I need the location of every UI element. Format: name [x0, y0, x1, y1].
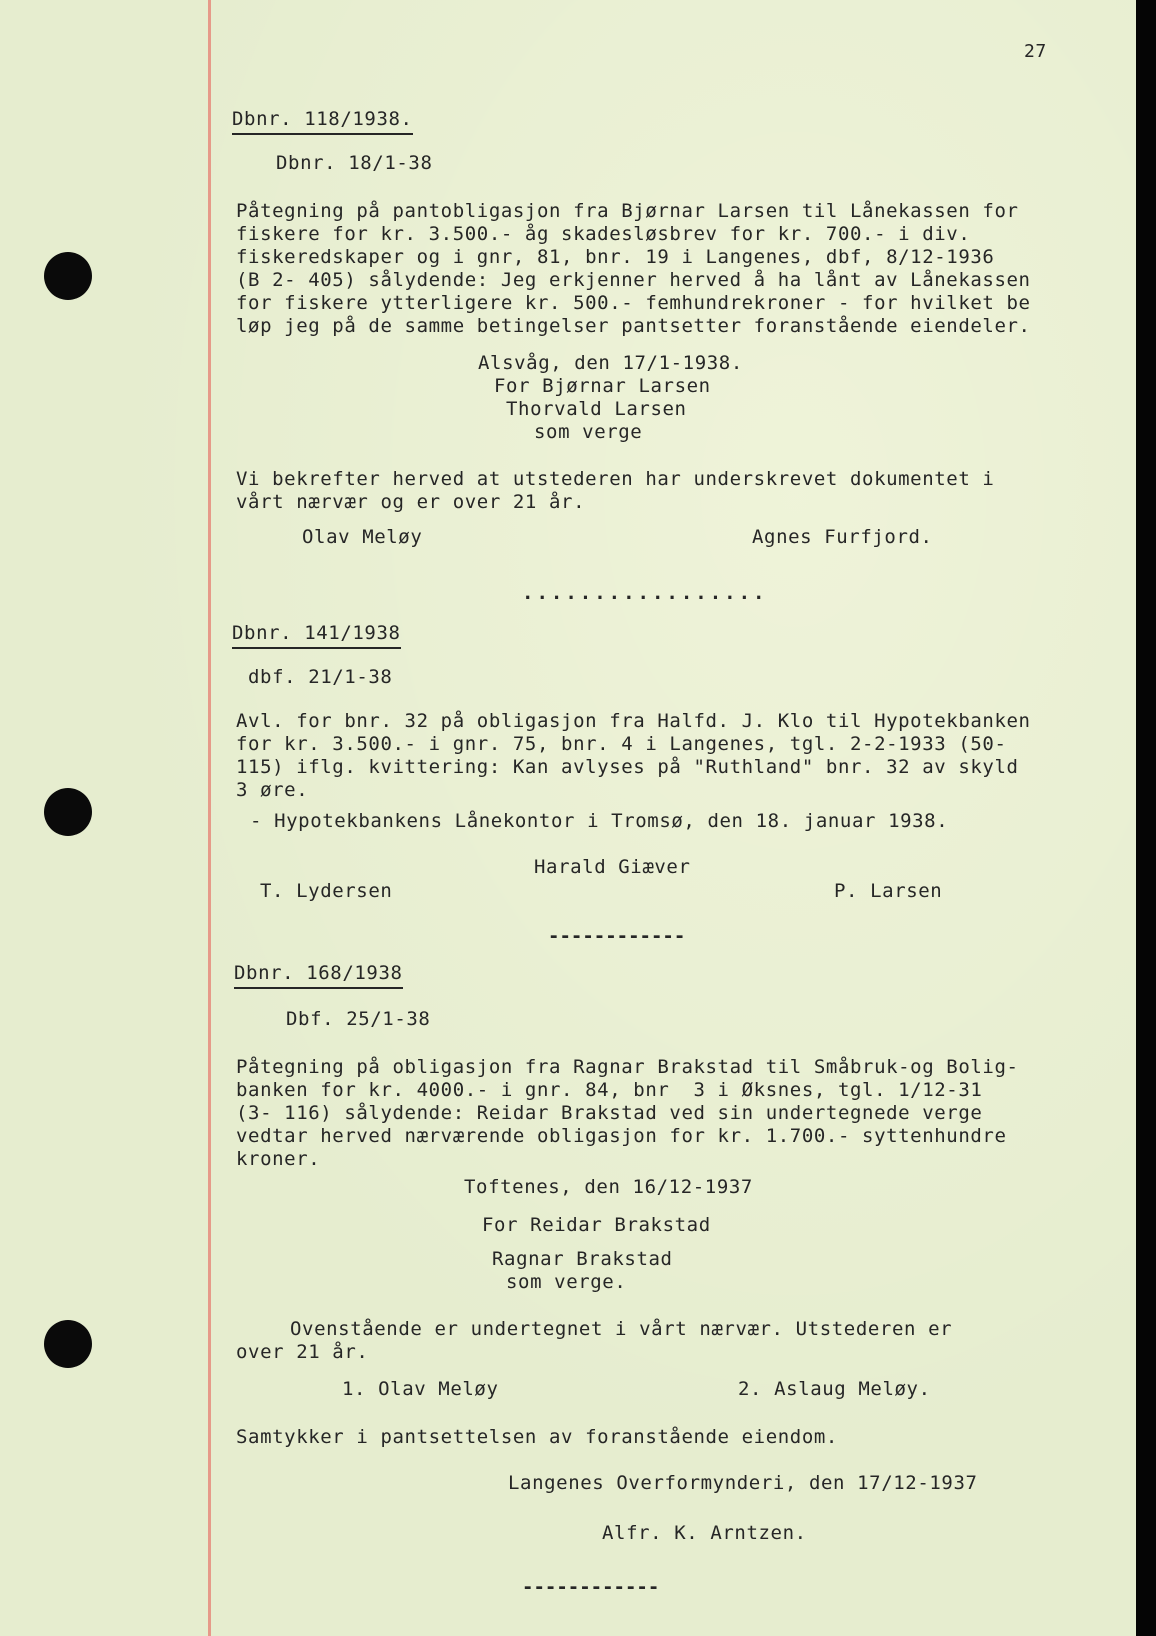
body-line: fiskere for kr. 3.500.- åg skadesløsbrev for kr. 700.- i div. — [236, 223, 971, 245]
body-line: 115) iflg. kvittering: Kan avlyses på "Ruthland" bnr. 32 av skyld — [236, 756, 1019, 778]
body-line: løp jeg på de samme betingelser pantsetter foranstående eiendeler. — [236, 315, 1031, 337]
entry-heading: Dbnr. 141/1938 — [232, 622, 401, 649]
body-line: (B 2- 405) sålydende: Jeg erkjenner herved å ha lånt av Lånekassen — [236, 269, 1031, 291]
body-line: banken for kr. 4000.- i gnr. 84, bnr 3 i Øksnes, tgl. 1/12-31 — [236, 1079, 983, 1101]
sign-for-line: For Reidar Brakstad — [482, 1214, 711, 1236]
signer-role: som verge — [534, 421, 643, 443]
body-line: Avl. for bnr. 32 på obligasjon fra Halfd. J. Klo til Hypotekbanken — [236, 710, 1031, 732]
witness-text-line: Vi bekrefter herved at utstederen har underskrevet dokumentet i — [236, 468, 995, 490]
punch-hole — [44, 252, 92, 300]
body-line: for fiskere ytterligere kr. 500.- femhundrekroner - for hvilket be — [236, 292, 1031, 314]
witness-left: 1. Olav Meløy — [342, 1378, 499, 1400]
entry-heading: Dbnr. 168/1938 — [234, 962, 403, 989]
punch-hole — [44, 1320, 92, 1368]
consent-line: Samtykker i pantsettelsen av foranstående eiendom. — [236, 1426, 838, 1448]
signer-role: som verge. — [506, 1271, 627, 1293]
body-line: Påtegning på obligasjon fra Ragnar Brakstad til Småbruk-og Bolig- — [236, 1056, 1019, 1078]
sign-place-date: Alsvåg, den 17/1-1938. — [478, 352, 743, 374]
separator: ................. — [522, 582, 768, 604]
body-line: vedtar herved nærværende obligasjon for kr. 1.700.- syttenhundre — [236, 1125, 1007, 1147]
authority-line: Langenes Overformynderi, den 17/12-1937 — [508, 1472, 978, 1494]
sign-left: T. Lydersen — [260, 880, 393, 902]
witness-text-line: over 21 år. — [236, 1341, 369, 1363]
sign-place-date: Toftenes, den 16/12-1937 — [464, 1176, 753, 1198]
entry-heading: Dbnr. 118/1938. — [232, 108, 413, 135]
end-separator: ------------ — [522, 1576, 660, 1598]
sign-center: Harald Giæver — [534, 856, 691, 878]
margin-line — [208, 0, 211, 1636]
sign-right: P. Larsen — [834, 880, 943, 902]
separator: ------------ — [548, 925, 686, 947]
witness-left: Olav Meløy — [302, 526, 423, 548]
entry-date-line: Dbf. 25/1-38 — [286, 1008, 431, 1030]
page-number: 27 — [1024, 41, 1047, 62]
signer-name: Ragnar Brakstad — [492, 1248, 673, 1270]
witness-right: Agnes Furfjord. — [752, 526, 933, 548]
body-line: fiskeredskaper og i gnr, 81, bnr. 19 i Langenes, dbf, 8/12-1936 — [236, 246, 995, 268]
authority-signer: Alfr. K. Arntzen. — [602, 1522, 807, 1544]
signer-name: Thorvald Larsen — [506, 398, 687, 420]
office-line: - Hypotekbankens Lånekontor i Tromsø, den 18. januar 1938. — [250, 810, 949, 832]
body-line: 3 øre. — [236, 779, 309, 801]
body-line: Påtegning på pantobligasjon fra Bjørnar Larsen til Lånekassen for — [236, 200, 1019, 222]
punch-hole — [44, 788, 92, 836]
witness-text-line: Ovenstående er undertegnet i vårt nærvær. Utstederen er — [290, 1318, 953, 1340]
body-line: kroner. — [236, 1148, 321, 1170]
witness-right: 2. Aslaug Meløy. — [738, 1378, 931, 1400]
body-line: for kr. 3.500.- i gnr. 75, bnr. 4 i Langenes, tgl. 2-2-1933 (50- — [236, 733, 1007, 755]
entry-date-line: dbf. 21/1-38 — [248, 666, 393, 688]
sign-for-line: For Bjørnar Larsen — [494, 375, 711, 397]
witness-text-line: vårt nærvær og er over 21 år. — [236, 491, 586, 513]
entry-date-line: Dbnr. 18/1-38 — [276, 152, 433, 174]
body-line: (3- 116) sålydende: Reidar Brakstad ved sin undertegnede verge — [236, 1102, 983, 1124]
